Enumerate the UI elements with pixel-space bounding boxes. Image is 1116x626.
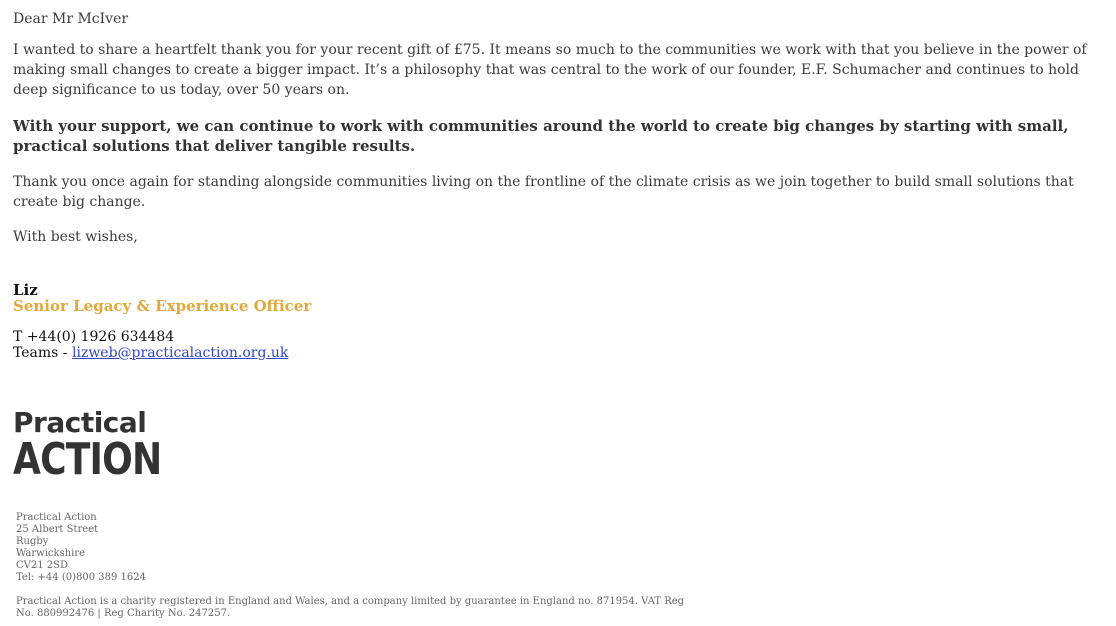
signature-name: Liz xyxy=(13,281,38,299)
address-line: 25 Albert Street xyxy=(16,524,99,535)
email-body xyxy=(13,10,1108,361)
sign-off: With best wishes, xyxy=(13,229,138,245)
signature-teams xyxy=(13,345,1108,361)
signature-block xyxy=(13,282,1108,361)
logo-line-action: ACTION xyxy=(13,434,162,485)
postal-address xyxy=(16,512,146,584)
address-line: CV21 2SD xyxy=(16,560,69,571)
paragraph-support: With your support, we can continue to work with communities around the world to create big changes by starting with small, practical solutions that deliver tangible results. xyxy=(13,117,1069,155)
signature-phone: T +44(0) 1926 634484 xyxy=(13,329,175,345)
teams-label: Teams - xyxy=(13,345,72,361)
practical-action-logo xyxy=(13,406,162,485)
paragraph-thank-you: I wanted to share a heartfelt thank you for your recent gift of £75. It means so much to the communities we work with that you believe in the power of making small changes to create a bigger impact. It’s a philosophy that was central to the work of our founder, E.F. Schumacher and continues to hold deep significance to us today, over 50 years on. xyxy=(13,42,1087,98)
address-phone: Tel: +44 (0)800 389 1624 xyxy=(16,572,146,583)
address-line: Practical Action xyxy=(16,512,97,523)
teams-email-link[interactable]: lizweb@practicalaction.org.uk xyxy=(71,345,289,361)
greeting: Dear Mr McIver xyxy=(13,11,129,27)
paragraph-closing-thanks: Thank you once again for standing alongside communities living on the frontline of the climate crisis as we join together to build small solutions that create big change. xyxy=(13,174,1074,210)
legal-disclaimer: Practical Action is a charity registered in England and Wales, and a company limited by guarantee in England no. 871954. VAT Reg No. 880992476 | Reg Charity No. 247257. xyxy=(16,596,685,619)
logo-line-practical: Practical xyxy=(13,406,147,439)
signature-title: Senior Legacy & Experience Officer xyxy=(13,297,312,315)
address-line: Rugby xyxy=(16,536,49,547)
address-line: Warwickshire xyxy=(16,548,86,559)
